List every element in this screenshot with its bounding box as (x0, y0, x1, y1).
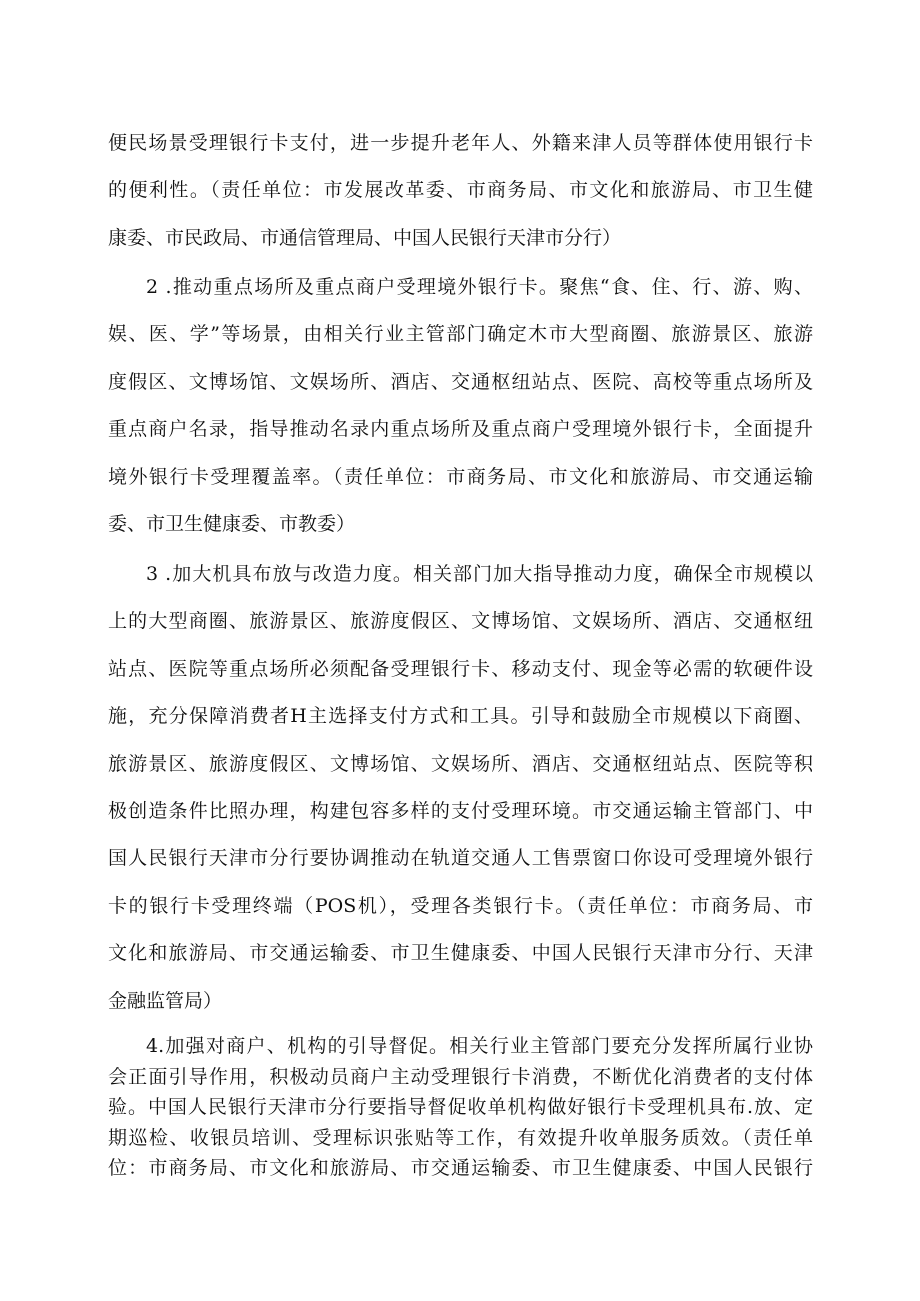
paragraph-line: 康委、市民政局、市通信管理局、中国人民银行天津市分行） (108, 226, 622, 249)
paragraph-line: 验。中国人民银行天津市分行要指导督促收单机构做好银行卡受理机具布.放、定 (108, 1096, 813, 1118)
paragraph-line: 2 .推动重点场所及重点商户受理境外银行卡。聚焦“食、住、行、游、购、 (146, 276, 813, 298)
paragraph-line: 施，充分保障消费者H主选择支付方式和工具。引导和鼓励全市规模以下商圈、 (108, 705, 813, 728)
paragraph-line: 文化和旅游局、市交通运输委、市卫生健康委、中国人民银行天津市分行、天津 (108, 942, 813, 965)
paragraph-line: 3 .加大机具布放与改造力度。相关部门加大指导推动力度，确保全市规模以 (146, 563, 813, 585)
paragraph-line: 重点商户名录，指导推动名录内重点场所及重点商户受理境外银行卡，全面提升 (108, 418, 813, 441)
paragraph-line: 金融监管局） (108, 989, 223, 1012)
paragraph-line: 度假区、文博场馆、文娱场所、酒店、交通枢纽站点、医院、高校等重点场所及 (108, 370, 813, 393)
paragraph-4 (108, 1031, 813, 1184)
paragraph-line: 旅游景区、旅游度假区、文博场馆、文娱场所、酒店、交通枢纽站点、医院等积 (108, 752, 813, 775)
paragraph-line: 站点、医院等重点场所必须配备受理银行卡、移动支付、现金等必需的软硬件设 (108, 657, 813, 680)
paragraph-line: 位：市商务局、市文化和旅游局、市交通运输委、市卫生健康委、中国人民银行 (108, 1157, 813, 1179)
paragraph-line: 上的大型商圈、旅游景区、旅游度假区、文博场馆、文娱场所、酒店、交通枢纽 (108, 610, 813, 633)
paragraph-line: 娱、医、学”等场景，由相关行业主管部门确定木市大型商圈、旅游景区、旅游 (108, 323, 813, 346)
paragraph-line: 国人民银行天津市分行要协调推动在轨道交通人工售票窗口你设可受理境外银行 (108, 847, 813, 870)
paragraph-line: 的便利性。（责任单位：市发展改革委、市商务局、市文化和旅游局、市卫生健 (108, 179, 813, 202)
paragraph-line: 会正面引导作用，积极动员商户主动受理银行卡消费，不断优化消费者的支付体 (108, 1065, 813, 1088)
paragraph-2 (108, 264, 813, 548)
paragraph-line: 境外银行卡受理覆盖率。（责任单位：市商务局、市文化和旅游局、市交通运输 (108, 465, 813, 488)
paragraph-1 (108, 120, 813, 262)
paragraph-3 (108, 551, 813, 1025)
paragraph-line: 4.加强对商户、机构的引导督促。相关行业主管部门要充分发挥所属行业协 (146, 1035, 813, 1057)
paragraph-line: 便民场景受理银行卡支付，进一步提升老年人、外籍来津人员等群体使用银行卡 (108, 132, 813, 154)
paragraph-line: 极创造条件比照办理，构建包容多样的支付受理环境。市交通运输主管部门、中 (108, 800, 813, 823)
paragraph-line: 卡的银行卡受理终端（POS机），受理各类银行卡。（责任单位：市商务局、市 (108, 894, 813, 917)
paragraph-line: 委、市卫生健康委、市教委） (108, 513, 356, 536)
paragraph-line: 期巡检、收银员培训、受理标识张贴等工作，有效提升收单服务质效。（责任单 (108, 1126, 813, 1149)
